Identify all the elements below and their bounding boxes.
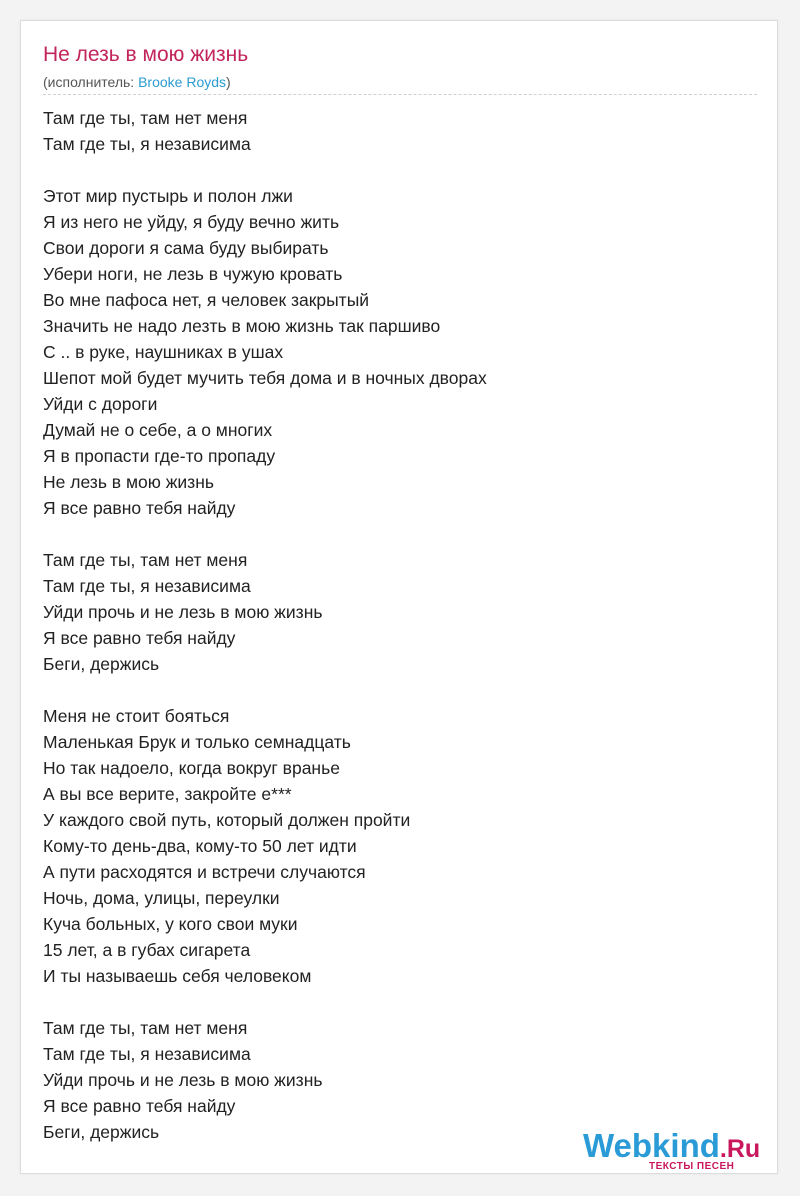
logo-main-text: Webkind [583, 1127, 720, 1164]
artist-suffix: ) [226, 74, 231, 90]
lyric-line: Ночь, дома, улицы, переулки [43, 888, 280, 908]
artist-line [43, 74, 231, 90]
stanza-break [43, 521, 487, 547]
lyric-line: Уйди прочь и не лезь в мою жизнь [43, 602, 323, 622]
lyric-line: Во мне пафоса нет, я человек закрытый [43, 290, 370, 310]
lyrics-sheet [20, 20, 778, 1174]
stanza-break [43, 157, 487, 183]
divider [43, 94, 757, 95]
lyrics-body [43, 105, 487, 1145]
lyric-line: Там где ты, я независима [43, 134, 251, 154]
lyric-line: С .. в руке, наушниках в ушах [43, 342, 284, 362]
stanza-break [43, 677, 487, 703]
lyric-line: Думай не о себе, а о многих [43, 420, 273, 440]
lyric-line: Там где ты, там нет меня [43, 550, 248, 570]
lyric-line: Но так надоело, когда вокруг вранье [43, 758, 340, 778]
lyric-line: Там где ты, я независима [43, 1044, 251, 1064]
lyric-line: Я все равно тебя найду [43, 628, 236, 648]
lyric-line: Уйди с дороги [43, 394, 158, 414]
artist-link[interactable]: Brooke Royds [138, 74, 227, 90]
lyric-line: Значить не надо лезть в мою жизнь так паршиво [43, 316, 441, 336]
site-logo[interactable] [583, 1127, 773, 1171]
lyric-line: Там где ты, там нет меня [43, 1018, 248, 1038]
logo-suffix: .Ru [719, 1135, 761, 1163]
stanza-break [43, 989, 487, 1015]
lyric-line: У каждого свой путь, который должен пройти [43, 810, 411, 830]
song-title: Не лезь в мою жизнь [43, 43, 249, 66]
lyric-line: Куча больных, у кого свои муки [43, 914, 298, 934]
lyric-line: Свои дороги я сама буду выбирать [43, 238, 329, 258]
logo-tagline: ТЕКСТЫ ПЕСЕН [649, 1161, 735, 1172]
lyric-line: Я из него не уйду, я буду вечно жить [43, 212, 340, 232]
lyric-line: Маленькая Брук и только семнадцать [43, 732, 351, 752]
lyric-line: Меня не стоит бояться [43, 706, 230, 726]
lyric-line: 15 лет, а в губах сигарета [43, 940, 251, 960]
lyric-line: Убери ноги, не лезь в чужую кровать [43, 264, 343, 284]
lyric-line: Я все равно тебя найду [43, 1096, 236, 1116]
lyric-line: А пути расходятся и встречи случаются [43, 862, 366, 882]
lyric-line: Беги, держись [43, 1122, 160, 1142]
lyric-line: Я все равно тебя найду [43, 498, 236, 518]
lyric-line: А вы все верите, закройте е*** [43, 784, 292, 804]
lyric-line: Беги, держись [43, 654, 160, 674]
artist-prefix: (исполнитель: [43, 74, 139, 90]
lyric-line: Кому-то день-два, кому-то 50 лет идти [43, 836, 357, 856]
lyric-line: Уйди прочь и не лезь в мою жизнь [43, 1070, 323, 1090]
lyric-line: Не лезь в мою жизнь [43, 472, 214, 492]
lyric-line: Я в пропасти где-то пропаду [43, 446, 276, 466]
lyric-line: Шепот мой будет мучить тебя дома и в ночных дворах [43, 368, 487, 388]
lyric-line: Там где ты, я независима [43, 576, 251, 596]
lyric-line: Этот мир пустырь и полон лжи [43, 186, 293, 206]
lyric-line: И ты называешь себя человеком [43, 966, 312, 986]
lyric-line: Там где ты, там нет меня [43, 108, 248, 128]
